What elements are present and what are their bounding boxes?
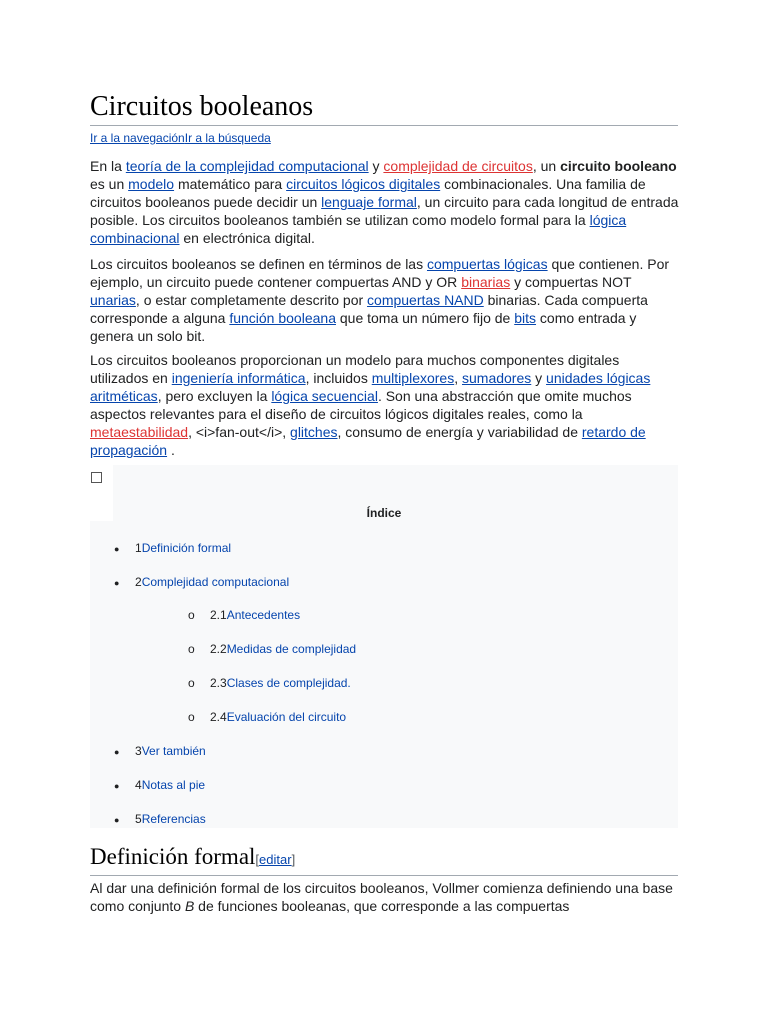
edit-section	[255, 852, 295, 867]
text: Los circuitos booleanos proporcionan un modelo para muchos componentes digitales utilizados en	[90, 352, 620, 386]
circle-bullet-icon: o	[188, 642, 195, 656]
link-lenguaje-formal[interactable]: lenguaje formal	[321, 194, 417, 210]
toc-link-text[interactable]: Medidas de complejidad	[226, 642, 357, 656]
text: . Son una abstracción que omite muchos aspectos relevantes para el diseño de circuitos lógicos digitales reales, como la	[90, 388, 632, 422]
toc-number: 5	[135, 812, 142, 826]
text: .	[167, 442, 175, 458]
link-bits[interactable]: bits	[514, 310, 537, 326]
bracket: [	[255, 852, 260, 867]
text: como entrada y genera un solo bit.	[90, 310, 637, 344]
text: , <i>fan-out</i>,	[188, 424, 291, 440]
toc-link-text[interactable]: Referencias	[141, 812, 206, 826]
text: , un	[532, 158, 561, 174]
italic-term: B	[184, 898, 195, 914]
text: En la	[90, 158, 126, 174]
toc-link-text[interactable]: Definición formal	[141, 541, 232, 555]
toc-number: 2.3	[210, 676, 227, 690]
text: que contienen. Por ejemplo, un circuito puede contener compuertas AND y OR	[90, 256, 670, 290]
link-multiplexores[interactable]: multiplexores	[371, 370, 455, 386]
section-paragraph-1	[90, 879, 680, 915]
link-logica-combinacional[interactable]: lógica combinacional	[90, 212, 627, 246]
link-modelo[interactable]: modelo	[128, 176, 175, 192]
text: , pero excluyen la	[157, 388, 272, 404]
toc-link-text[interactable]: Ver también	[141, 744, 206, 758]
redlink-metaestabilidad[interactable]: metaestabilidad	[90, 424, 189, 440]
jump-to-search-link[interactable]: Ir a la búsqueda	[184, 131, 271, 145]
redlink-complejidad-de-circuitos[interactable]: complejidad de circuitos	[383, 158, 533, 174]
link-sumadores[interactable]: sumadores	[462, 370, 532, 386]
link-compuertas-logicas[interactable]: compuertas lógicas	[426, 256, 548, 272]
bullet-icon: ●	[114, 815, 120, 825]
toc-toggle-checkbox[interactable]	[91, 472, 102, 483]
bullet-icon: ●	[114, 747, 120, 757]
circle-bullet-icon: o	[188, 710, 195, 724]
text: es un	[90, 176, 129, 192]
text: Al dar una definición formal de los circuitos booleanos, Vollmer comienza definiendo una base como conjunto	[90, 880, 673, 914]
link-funcion-booleana[interactable]: función booleana	[229, 310, 336, 326]
intro-paragraph-3	[90, 351, 680, 459]
text: , consumo de energía y variabilidad de	[337, 424, 582, 440]
text: binarias. Cada compuerta corresponde a alguna	[90, 292, 648, 326]
text: ,	[454, 370, 462, 386]
intro-paragraph-2	[90, 255, 680, 345]
link-logica-secuencial[interactable]: lógica secuencial	[271, 388, 378, 404]
bracket: ]	[291, 852, 296, 867]
link-circuitos-logicos-digitales[interactable]: circuitos lógicos digitales	[286, 176, 441, 192]
toc-link-text[interactable]: Clases de complejidad.	[226, 676, 351, 690]
toc-number: 2.1	[210, 608, 227, 622]
toc-link-text[interactable]: Complejidad computacional	[141, 575, 290, 589]
text: , o estar completamente descrito por	[135, 292, 368, 308]
circle-bullet-icon: o	[188, 608, 195, 622]
link-glitches[interactable]: glitches	[290, 424, 338, 440]
bold-term: circuito booleano	[560, 158, 677, 174]
intro-paragraph-1	[90, 157, 680, 247]
text: , incluidos	[305, 370, 372, 386]
text: que toma un número fijo de	[335, 310, 515, 326]
toc-number: 2.4	[210, 710, 227, 724]
bullet-icon: ●	[114, 781, 120, 791]
section-heading-definicion-formal	[90, 843, 678, 876]
text: , un circuito para cada longitud de entrada posible. Los circuitos booleanos también se utilizan como modelo formal para la	[90, 194, 679, 228]
link-ingenieria-informatica[interactable]: ingeniería informática	[171, 370, 306, 386]
text: Los circuitos booleanos se definen en términos de las	[90, 256, 427, 272]
toc-number: 2	[135, 575, 142, 589]
link-complejidad-computacional[interactable]: teoría de la complejidad computacional	[125, 158, 369, 174]
toc-link-text[interactable]: Evaluación del circuito	[226, 710, 347, 724]
section-heading-text: Definición formal	[90, 844, 256, 869]
text: y	[368, 158, 384, 174]
text: y	[531, 370, 547, 386]
toc-title: Índice	[366, 506, 402, 520]
toc-link-text[interactable]: Antecedentes	[226, 608, 301, 622]
link-compuertas-nand[interactable]: compuertas NAND	[367, 292, 484, 308]
link-unarias[interactable]: unarias	[90, 292, 136, 308]
toc-number: 4	[135, 778, 142, 792]
circle-bullet-icon: o	[188, 676, 195, 690]
toc-link-text[interactable]: Notas al pie	[141, 778, 206, 792]
page-title: Circuitos booleanos	[90, 90, 678, 126]
bullet-icon: ●	[114, 578, 120, 588]
edit-section-link[interactable]: editar	[259, 852, 292, 867]
toc-number: 1	[135, 541, 142, 555]
bullet-icon: ●	[114, 544, 120, 554]
link-retardo-de-propagacion[interactable]: retardo de propagación	[90, 424, 646, 458]
jump-links	[90, 130, 271, 146]
text: en electrónica digital.	[179, 230, 315, 246]
link-unidades-logicas-aritmeticas[interactable]: unidades lógicas aritméticas	[90, 370, 651, 404]
toc-number: 2.2	[210, 642, 227, 656]
toc-number: 3	[135, 744, 142, 758]
text: de funciones booleanas, que corresponde a las compuertas	[194, 898, 570, 914]
text: matemático para	[174, 176, 287, 192]
jump-to-navigation-link[interactable]: Ir a la navegación	[90, 131, 185, 145]
text: combinacionales. Una familia de circuitos booleanos puede decidir un	[90, 176, 646, 210]
redlink-binarias[interactable]: binarias	[461, 274, 511, 290]
text: y compuertas NOT	[510, 274, 632, 290]
